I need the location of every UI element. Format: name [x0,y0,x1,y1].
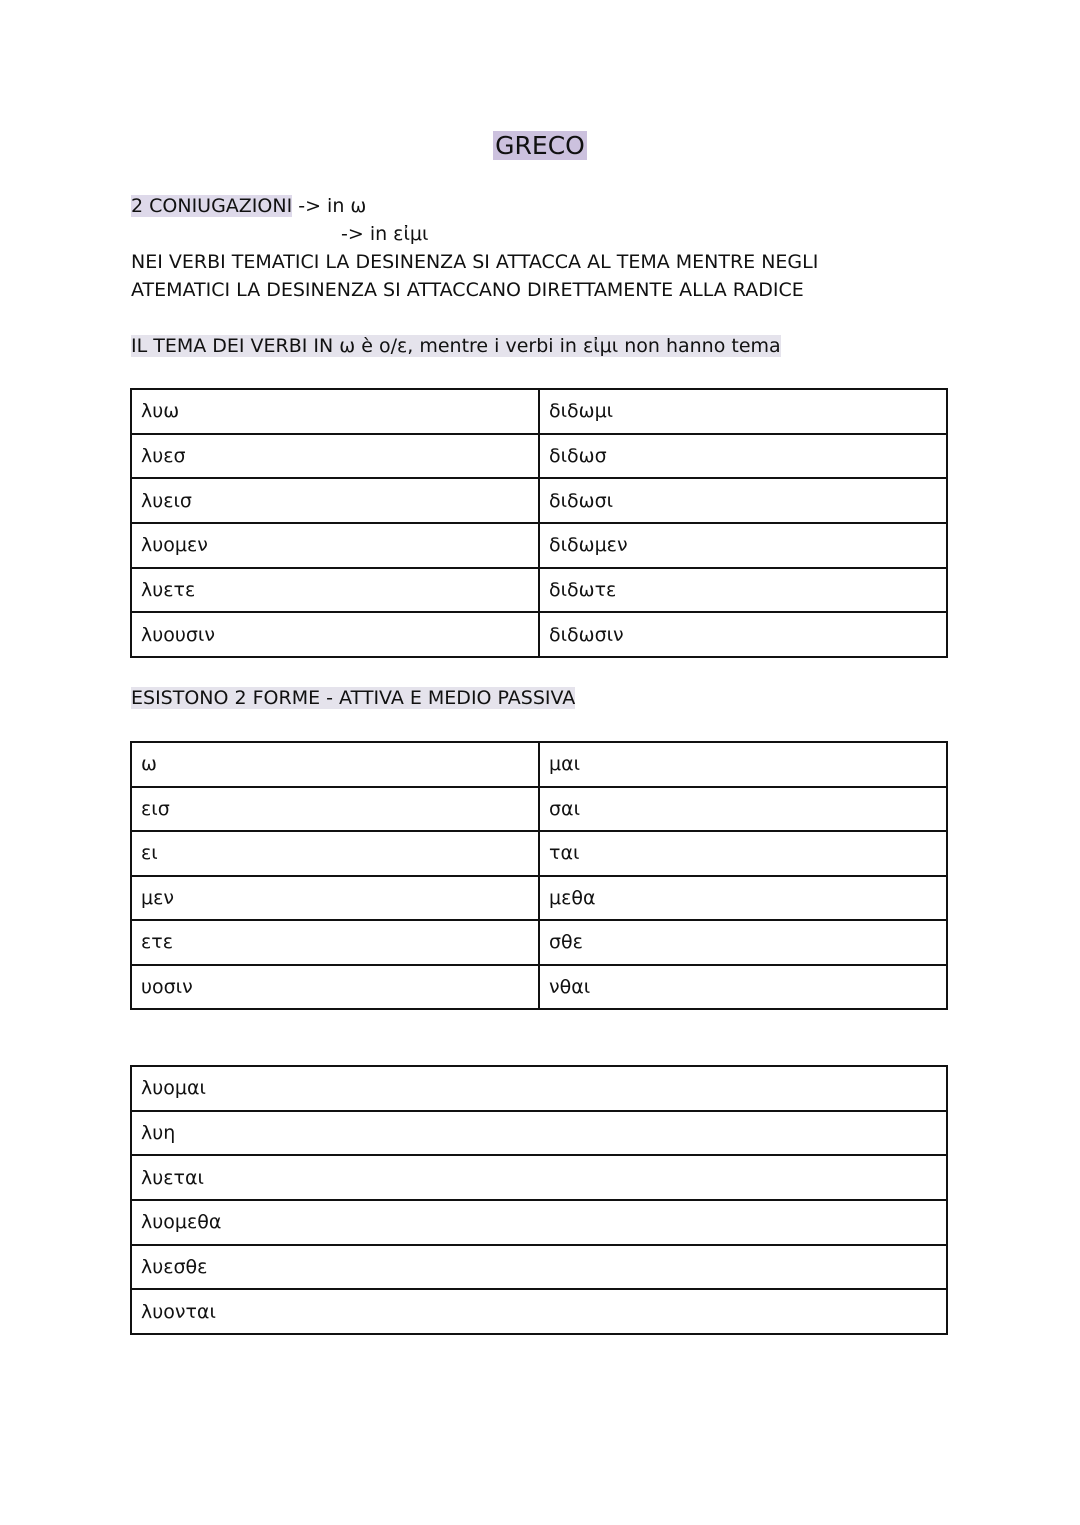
table-cell: διδωσι [539,478,947,523]
theme-note-text: IL TEMA DEI VERBI IN ω è ο/ε, mentre i verbi in εἰμι non hanno tema [131,335,781,357]
page-title [0,128,1080,164]
table-row [131,1245,947,1290]
table-cell: διδωτε [539,568,947,613]
table-cell: λυομεθα [131,1200,947,1245]
conjugations-line [131,192,366,220]
table-row [131,1111,947,1156]
table-cell: ω [131,742,539,787]
table-row [131,568,947,613]
table-cell: ται [539,831,947,876]
table-cell: λυεται [131,1155,947,1200]
table-cell: σαι [539,787,947,832]
conjugations-arrow-2: -> in εἰμι [341,223,429,245]
table-row [131,965,947,1010]
table-cell: λυεσθε [131,1245,947,1290]
table-cell: λυομαι [131,1066,947,1111]
table-row [131,920,947,965]
table-cell: νθαι [539,965,947,1010]
table-row [131,389,947,434]
table-cell: διδωμεν [539,523,947,568]
table-row [131,1066,947,1111]
conjugations-arrow-1: -> in ω [292,195,367,217]
table-cell: μεθα [539,876,947,921]
table-row [131,1155,947,1200]
table-cell: μεν [131,876,539,921]
table-cell: λυεισ [131,478,539,523]
ending-table [130,741,948,1010]
table-row [131,1200,947,1245]
table-cell: λυετε [131,568,539,613]
table-cell: διδωσ [539,434,947,479]
table-row [131,434,947,479]
table-cell: λυουσιν [131,612,539,657]
table-row [131,742,947,787]
table-cell: μαι [539,742,947,787]
table-cell: λυεσ [131,434,539,479]
verb-table-active [130,388,948,658]
table-cell: ει [131,831,539,876]
table-row [131,876,947,921]
theme-note [131,332,781,360]
table-cell-luo: λυω [131,389,539,434]
table-row [131,1289,947,1334]
table-cell-didomi: διδωμι [539,389,947,434]
table-cell: διδωσιν [539,612,947,657]
forms-note [131,684,575,712]
table-row [131,478,947,523]
table-cell: εισ [131,787,539,832]
table-cell: ετε [131,920,539,965]
middle-passive-table [130,1065,948,1335]
table-row [131,831,947,876]
table-cell: λυονται [131,1289,947,1334]
table-row [131,523,947,568]
table-row [131,787,947,832]
table-cell: λυη [131,1111,947,1156]
conjugations-label: 2 CONIUGAZIONI [131,195,293,217]
forms-note-text: ESISTONO 2 FORME - ATTIVA E MEDIO PASSIVA [131,687,576,709]
table-row [131,612,947,657]
table-cell: υοσιν [131,965,539,1010]
page-title-text: GRECO [495,131,585,160]
paragraph-line-1: NEI VERBI TEMATICI LA DESINENZA SI ATTACCA AL TEMA MENTRE NEGLI [131,251,819,273]
table-cell: λυομεν [131,523,539,568]
paragraph-line-2: ATEMATICI LA DESINENZA SI ATTACCANO DIRETTAMENTE ALLA RADICE [131,279,804,301]
table-cell: σθε [539,920,947,965]
